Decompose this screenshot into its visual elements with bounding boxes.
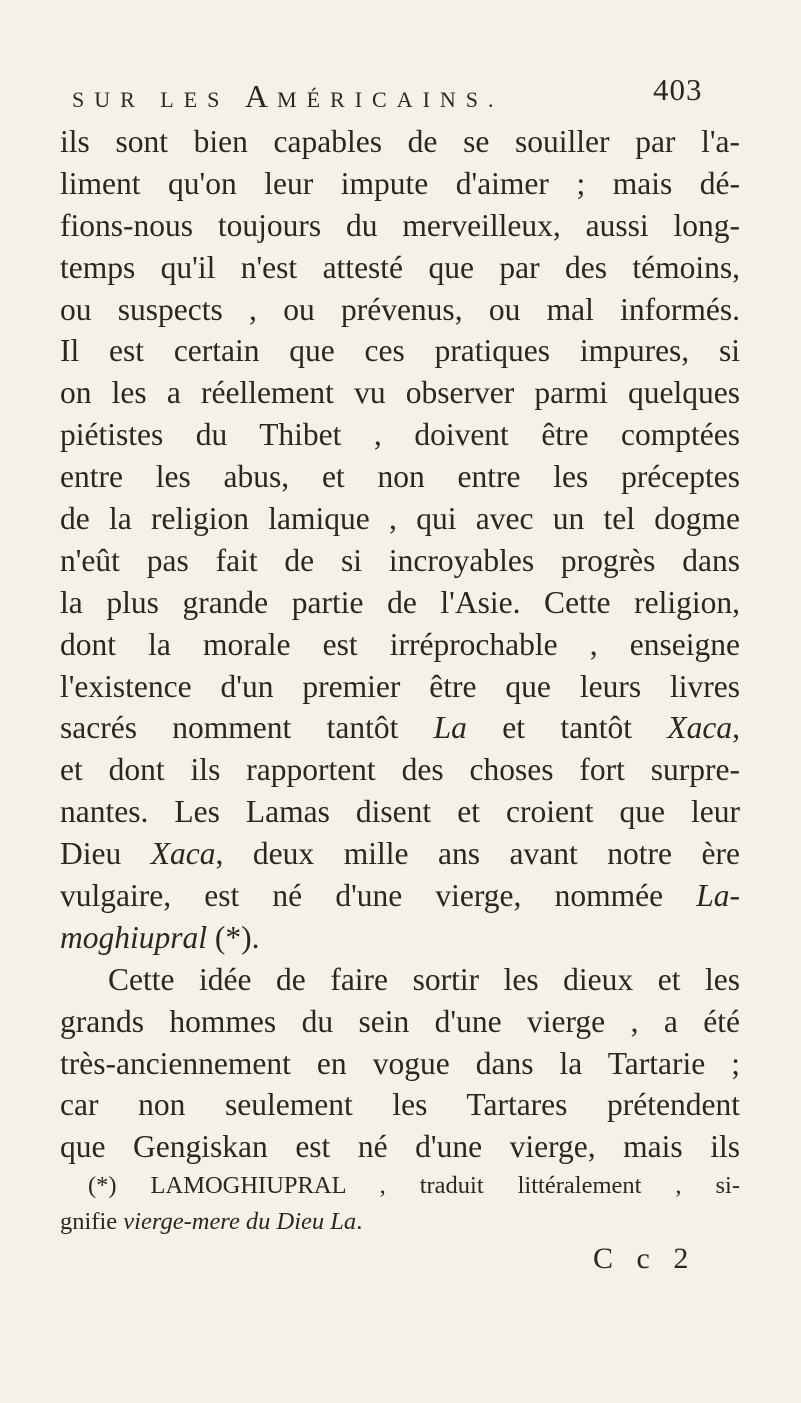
text-line: Cette idée de faire sortir les dieux et les — [108, 961, 740, 997]
page-header — [60, 66, 760, 116]
footnote — [60, 1168, 740, 1240]
text-line: ou suspects , ou prévenus, ou mal informés. — [60, 291, 740, 327]
footnote-line: (*) LAMOGHIUPRAL , traduit littéralement , si- — [88, 1172, 740, 1199]
text-line: l'existence d'un premier être que leurs livres — [60, 668, 740, 704]
text-line: nantes. Les Lamas disent et croient que leur — [60, 794, 740, 830]
text-line: liment qu'on leur impute d'aimer ; mais dé- — [60, 165, 740, 201]
footnote-line: gnifie vierge-mere du Dieu La. — [60, 1208, 363, 1235]
text-line: dont la morale est irréprochable , enseigne — [60, 626, 740, 662]
text-line: moghiupral (*). — [60, 919, 260, 955]
text-line: très-anciennement en vogue dans la Tartarie ; — [60, 1045, 740, 1081]
text-line: que Gengiskan est né d'une vierge, mais ils — [60, 1129, 740, 1165]
text-line: Dieu Xaca, deux mille ans avant notre ère — [60, 836, 740, 872]
text-line: et dont ils rapportent des choses fort surpre- — [60, 752, 740, 788]
text-line: ils sont bien capables de se souiller par l'a- — [60, 124, 740, 159]
text-line: fions-nous toujours du merveilleux, aussi long- — [60, 207, 740, 243]
text-line: car non seulement les Tartares prétendent — [60, 1087, 740, 1123]
text-line: on les a réellement vu observer parmi quelques — [60, 375, 740, 411]
body-text — [60, 121, 740, 1168]
running-head: SUR LES AMÉRICAINS. — [72, 78, 504, 114]
text-line: grands hommes du sein d'une vierge , a été — [60, 1003, 740, 1039]
text-line: entre les abus, et non entre les préceptes — [60, 459, 740, 495]
text-line: vulgaire, est né d'une vierge, nommée La- — [60, 878, 740, 914]
page-number: 403 — [653, 72, 703, 107]
text-line: la plus grande partie de l'Asie. Cette religion, — [60, 584, 740, 620]
text-line: Il est certain que ces pratiques impures, si — [60, 333, 740, 369]
text-line: de la religion lamique , qui avec un tel dogme — [60, 501, 740, 537]
text-line: sacrés nomment tantôt La et tantôt Xaca, — [60, 710, 740, 746]
text-line: piétistes du Thibet , doivent être comptées — [60, 417, 740, 453]
text-line: n'eût pas fait de si incroyables progrès dans — [60, 542, 740, 578]
signature-mark: C c 2 — [593, 1242, 697, 1275]
text-line: temps qu'il n'est attesté que par des témoins, — [60, 249, 740, 285]
